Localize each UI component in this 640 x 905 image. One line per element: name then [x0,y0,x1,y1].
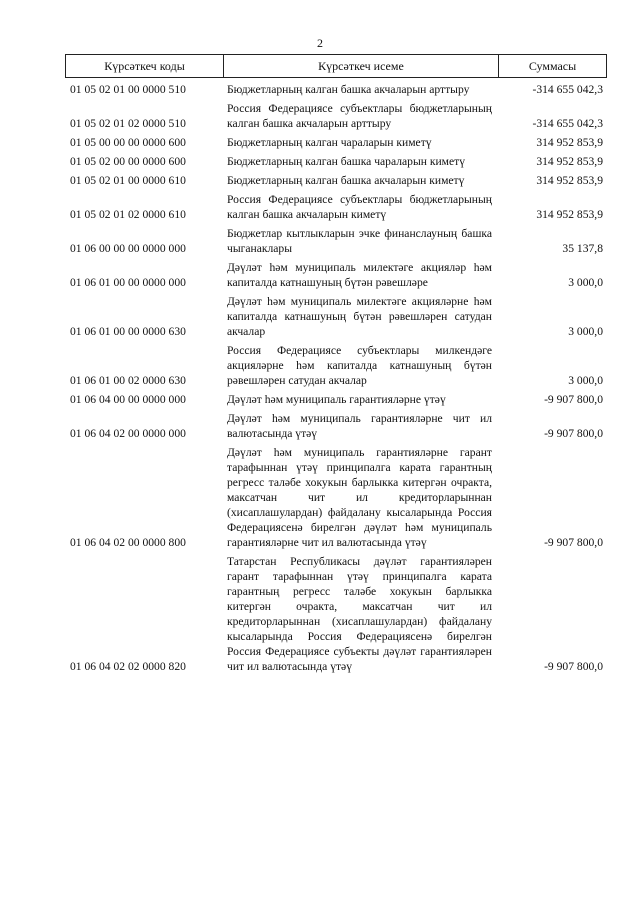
row-code: 01 06 04 00 00 0000 000 [70,393,186,406]
row-code: 01 05 02 01 00 0000 510 [70,83,186,96]
row-code: 01 06 00 00 00 0000 000 [70,242,186,255]
row-sum: -9 907 800,0 [544,427,603,440]
row-name: Бюджетларның калган чараларын киметү [227,136,432,149]
row-code: 01 05 02 01 02 0000 610 [70,208,186,221]
row-name: Бюджетларның калган башка акчаларын арттыру [227,83,470,96]
row-name: Россия Федерациясе субъектлары бюджетларының калган башка акчаларын киметү [227,193,492,221]
row-code: 01 06 01 00 00 0000 000 [70,276,186,289]
table-row [65,82,607,97]
row-sum: 3 000,0 [568,276,603,289]
row-name: Россия Федерациясе субъектлары бюджетларының калган башка акчаларын арттыру [227,102,492,130]
row-name: Дәүләт һәм муниципаль милектәге акцияләр һәм капиталда катнашуның бүтән рәвешләре [227,261,492,289]
header-name: Күрсәткеч исеме [224,55,499,77]
row-code: 01 05 02 00 00 0000 600 [70,155,186,168]
table-row [65,411,607,441]
row-sum: 314 952 853,9 [536,136,603,149]
row-name: Дәүләт һәм муниципаль гарантияләрне үтәү [227,393,446,406]
row-sum: -314 655 042,3 [532,83,603,96]
table-row [65,192,607,222]
row-sum: 314 952 853,9 [536,174,603,187]
table-row [65,226,607,256]
row-code: 01 06 01 00 00 0000 630 [70,325,186,338]
row-name: Бюджетларның калган башка акчаларын киметү [227,174,465,187]
row-sum: 3 000,0 [568,325,603,338]
table-row [65,101,607,131]
table-header [65,54,607,78]
row-code: 01 05 02 01 00 0000 610 [70,174,186,187]
table-row [65,445,607,550]
row-name: Бюджетларның калган башка чараларын киметү [227,155,466,168]
row-name: Дәүләт һәм муниципаль гарантияләрне гарант тарафыннан үтәү принципалга карата гарантның регресс таләбе хокукын барлыкка китергән очракта, максатчан чит ил кредиторларыннан (хисаплашулардан) файдалану кысаларында Россия Федерациясенә бирелгән дәүләт һәм муниципаль гарантияләрне чит ил валютасында үтәү [227,446,492,549]
table-row [65,343,607,388]
row-sum: 3 000,0 [568,374,603,387]
row-code: 01 06 01 00 02 0000 630 [70,374,186,387]
row-name: Россия Федерациясе субъектлары милкендәге акцияләрне һәм капиталда катнашуның бүтән рәвешләрен сатудан акчалар [227,344,492,387]
header-sum: Суммасы [528,59,577,73]
table-row [65,135,607,150]
row-code: 01 05 02 01 02 0000 510 [70,117,186,130]
row-code: 01 05 00 00 00 0000 600 [70,136,186,149]
sources-table [65,54,607,674]
row-name: Дәүләт һәм муниципаль гарантияләрне чит ил валютасында үтәү [227,412,492,440]
table-row [65,554,607,674]
row-sum: -314 655 042,3 [532,117,603,130]
header-code: Күрсәткеч коды [66,55,224,77]
table-row [65,392,607,407]
row-sum: 314 952 853,9 [536,155,603,168]
row-sum: -9 907 800,0 [544,536,603,549]
table-row [65,260,607,290]
row-name: Бюджетлар кытлыкларын эчке финанслауның башка чыганаклары [227,227,492,255]
row-name: Дәүләт һәм муниципаль милектәге акцияләрне һәм капиталда катнашуның бүтән рәвешләрен сатудан акчалар [227,295,492,338]
row-name: Татарстан Республикасы дәүләт гарантияләрен гарант тарафыннан үтәү принципалга карата гарантның регресс таләбе хокукын барлыкка китергән очракта, максатчан чит ил кредиторларыннан (хисаплашулардан) файдалану кысаларында Россия Федерациясенә бирелгән Россия Федерациясе субъекты дәүләт гарантияләрен чит ил валютасында үтәү [227,555,492,673]
table-row [65,294,607,339]
row-sum: -9 907 800,0 [544,393,603,406]
row-code: 01 06 04 02 02 0000 820 [70,660,186,673]
row-sum: -9 907 800,0 [544,660,603,673]
table-body [65,82,607,674]
row-sum: 314 952 853,9 [536,208,603,221]
row-code: 01 06 04 02 00 0000 000 [70,427,186,440]
table-row [65,154,607,169]
page-number: 2 [317,36,323,50]
table-row [65,173,607,188]
row-code: 01 06 04 02 00 0000 800 [70,536,186,549]
row-sum: 35 137,8 [562,242,603,255]
